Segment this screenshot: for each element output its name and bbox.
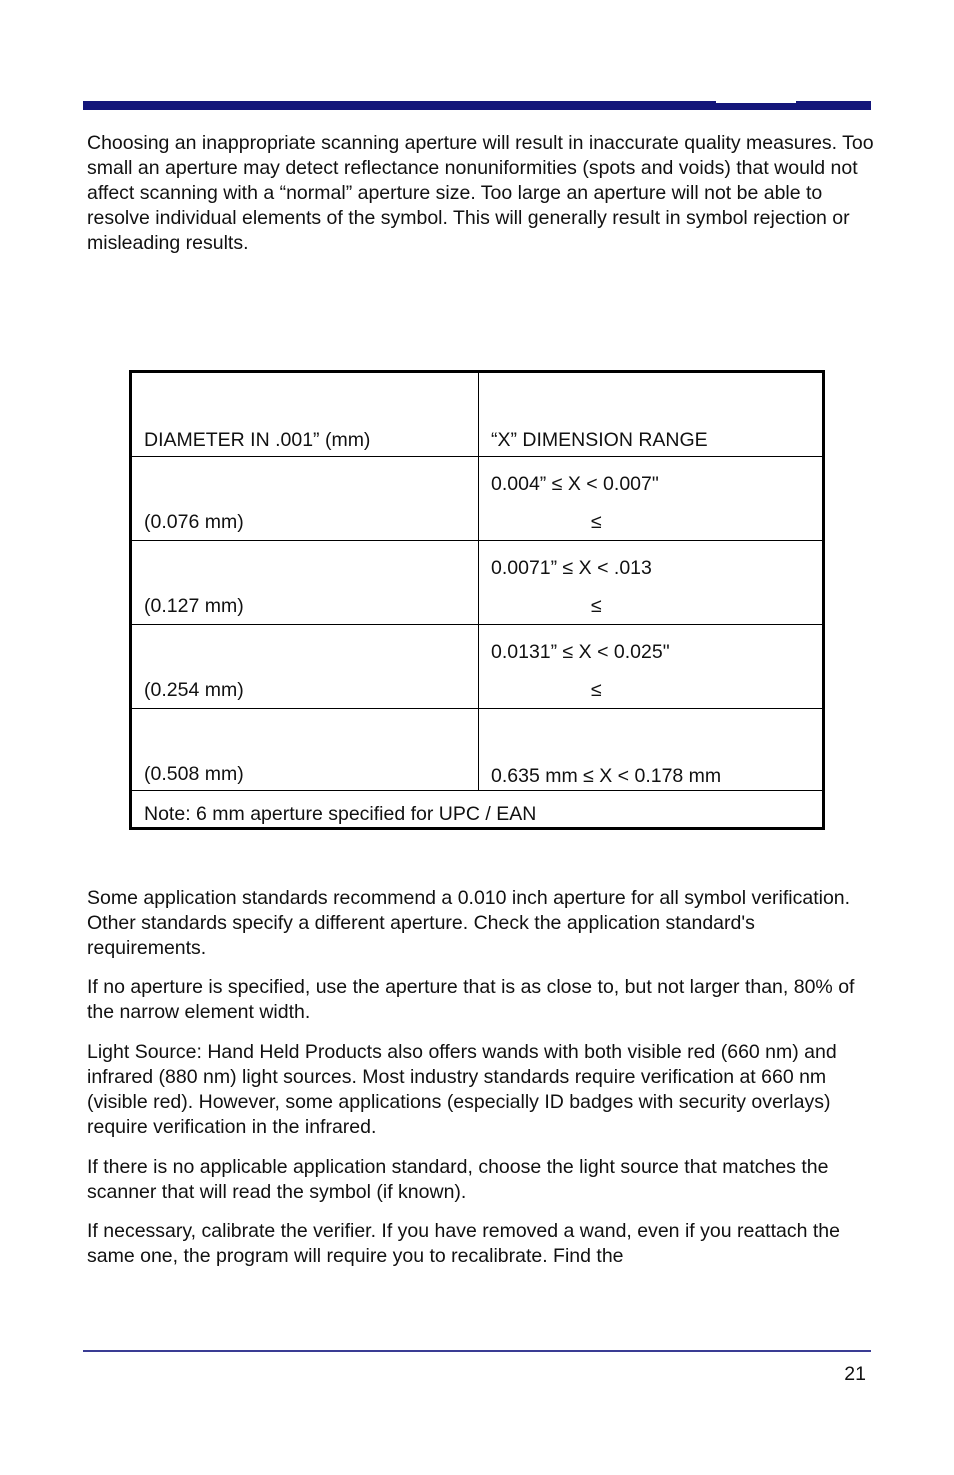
range-second-line: ≤ (591, 595, 602, 617)
table-header-row (132, 373, 822, 457)
diameter-value: (0.508 mm) (144, 763, 244, 785)
range-cell (479, 457, 822, 540)
range-cell (479, 709, 822, 790)
range-second-line: ≤ (591, 511, 602, 533)
header-diameter-label: DIAMETER IN .001” (mm) (144, 429, 371, 451)
aperture-standards-paragraph: Some application standards recommend a 0.010 inch aperture for all symbol verification. Other standards specify a different aperture. Check the application standard's requirements. (87, 887, 851, 959)
diameter-cell (132, 541, 479, 624)
range-cell (479, 541, 822, 624)
table-row (132, 709, 822, 791)
range-value: 0.635 mm ≤ X < 0.178 mm (491, 765, 722, 787)
diameter-cell (132, 709, 479, 790)
footer-rule (83, 1350, 871, 1352)
aperture-default-paragraph: If no aperture is specified, use the aperture that is as close to, but not larger than, 80% of the narrow element width. (87, 976, 855, 1023)
table-row (132, 541, 822, 625)
header-range-label: “X” DIMENSION RANGE (491, 429, 708, 451)
range-value: 0.0131” ≤ X < 0.025" (491, 641, 670, 663)
table-row (132, 625, 822, 709)
range-value: 0.0071” ≤ X < .013 (491, 557, 652, 579)
table-row (132, 457, 822, 541)
diameter-value: (0.076 mm) (144, 511, 244, 533)
diameter-value: (0.254 mm) (144, 679, 244, 701)
table-note-row (132, 791, 822, 830)
diameter-cell (132, 457, 479, 540)
aperture-table (129, 370, 825, 830)
range-value: 0.004” ≤ X < 0.007" (491, 473, 659, 495)
light-source-paragraph: Light Source: Hand Held Products also offers wands with both visible red (660 nm) and infrared (880 nm) light sources. Most industry standards require verification at 660 nm (visible red). However, some applications (especially ID badges with security overlays) require verification in the infrared. (87, 1041, 837, 1138)
header-cell-range (479, 373, 822, 456)
diameter-value: (0.127 mm) (144, 595, 244, 617)
calibration-paragraph: If necessary, calibrate the verifier. If you have removed a wand, even if you reattach the same one, the program will require you to recalibrate. Find the (87, 1220, 840, 1267)
header-rule-notch (716, 101, 796, 103)
page-number: 21 (844, 1363, 866, 1385)
intro-paragraph: Choosing an inappropriate scanning aperture will result in inaccurate quality measures. Too small an aperture may detect reflectance nonuniformities (spots and voids) that would not affect scanning with a “normal” aperture size. Too large an aperture will not be able to resolve individual elements of the symbol. This will generally result in symbol rejection or misleading results. (87, 132, 874, 254)
range-second-line: ≤ (591, 679, 602, 701)
light-source-default-paragraph: If there is no applicable application standard, choose the light source that matches the scanner that will read the symbol (if known). (87, 1156, 829, 1203)
range-cell (479, 625, 822, 708)
table-note: Note: 6 mm aperture specified for UPC / EAN (144, 803, 537, 825)
diameter-cell (132, 625, 479, 708)
header-cell-diameter (132, 373, 479, 456)
